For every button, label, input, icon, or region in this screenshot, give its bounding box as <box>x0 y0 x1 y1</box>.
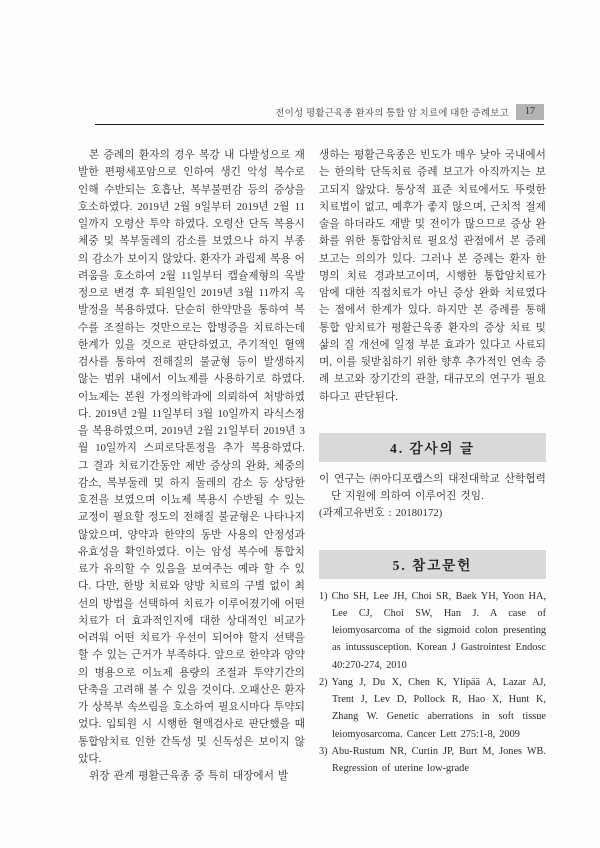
reference-marker: 3) <box>319 745 328 757</box>
reference-item <box>319 674 546 743</box>
two-column-body <box>78 147 546 785</box>
section-heading-references: 5. 참고문헌 <box>319 550 546 579</box>
section-heading-acknowledgment: 4. 감사의 글 <box>319 433 546 462</box>
acknowledgment-text: 이 연구는 ㈜아디포랩스의 대전대학교 산학협력단 지원에 의하여 이루어진 것임. <box>319 473 546 502</box>
page-number-badge: 17 <box>516 104 544 120</box>
page-header <box>95 104 544 125</box>
left-column <box>78 147 305 785</box>
body-paragraph-discussion: 본 증례의 환자의 경우 복강 내 다발성으로 재발한 편평세포암으로 인하여 생긴 악성 복수로 인해 수반되는 호흡난, 복부불편감 등의 증상을 호소하였다. 2019년 2월 9일부터 2019년 2월 11일까지 오령산 투약 하였다. 오령산 단독 복용시 체중 및 복부둘레의 감소를 보였으나 하지 부종의 감소가 보이지 않았다. 환자가 과립제 복용 어려움을 호소하여 2월 11일부터 캡슐제형의 옥발정으로 변경 후 퇴원일인 2019년 3월 11까지 옥발정을 복용하였다. 단순히 한약만을 통하여 복수를 조절하는 것만으로는 합병증을 치료하는데 한계가 있을 것으로 판단하였고, 주기적인 혈액검사를 통하여 전해질의 불균형 등이 발생하지 않는 범위 내에서 이뇨제를 사용하기로 하였다. 이뇨제는 본원 가정의학과에 의뢰하여 처방하였다. 2019년 2월 11일부터 3월 10일까지 라식스정을 복용하였으며, 2019년 2월 21일부터 2019년 3월 10일까지 스피로닥톤정을 추가 복용하였다. 그 결과 치료기간동안 제반 증상의 완화, 체중의 감소, 복부둘레 및 하지 둘레의 감소 등 상당한 호전을 보였으며 이뇨제 복용시 수반될 수 있는 교정이 필요할 정도의 전해질 불균형은 나타나지 않았으며, 양약과 한약의 동반 사용의 안정성과 유효성을 확인하였다. 이는 암성 복수에 통합치료가 유의할 수 있음을 보여주는 예라 할 수 있다. 다만, 한방 치료와 양방 치료의 구별 없이 최선의 방법을 선택하여 치료가 이루어졌기에 어떤 치료가 더 효과적인지에 대한 상대적인 비교가 어려워 어떤 치료가 우선이 되어야 할지 선택을 할 수 있는 근거가 부족하다. 앞으로 한약과 양약의 병용으로 이뇨제 용량의 조절과 투약기간의 단축을 고려해 볼 수 있을 것이다. 오패산은 환자가 상복부 속쓰림을 호소하여 필요시마다 투약되었다. 입퇴원 시 시행한 혈액검사로 판단했을 때 통합암치료 인한 간독성 및 신독성은 보이지 않았다. <box>78 150 305 765</box>
reference-text: Yang J, Du X, Chen K, Ylipää A, Lazar AJ, Trent J, Lev D, Pollock R, Hao X, Hunt K, Zhang W. Genetic aberrations in soft tissue leiomyosarcoma. Cancer Lett 275:1-8, 2009 <box>331 676 546 740</box>
right-column <box>319 147 546 785</box>
reference-marker: 1) <box>319 590 328 602</box>
reference-list <box>319 588 546 778</box>
body-paragraph-start: 위장 관계 평활근육종 중 특히 대장에서 발 <box>89 771 289 782</box>
body-paragraph-continuation: 생하는 평활근육종은 빈도가 매우 낮아 국내에서는 한의학 단독치료 증례 보고가 아직까지는 보고되지 않았다. 통상적 표준 치료에서도 뚜렷한 치료법이 없고, 예후가 좋지 않으며, 근치적 절제술을 하더라도 재발 및 전이가 많으므로 증상 완화를 위한 통합암치료 필요성 관점에서 본 증례보고는 의의가 있다. 그러나 본 증례는 환자 한 명의 치료 경과보고이며, 시행한 통합암치료가 암에 대한 직접치료가 아닌 증상 완화 치료였다는 점에서 한계가 있다. 하지만 본 증례를 통해 통합 암치료가 평활근육종 환자의 증상 치료 및 삶의 질 개선에 일정 부분 효과가 있다고 사료되며, 이를 뒷받침하기 위한 향후 추가적인 연속 증례 보고와 장기간의 관찰, 대규모의 연구가 필요하다고 판단된다. <box>319 150 546 403</box>
acknowledgment-project-number: (과제고유번호 : 20180172) <box>319 508 443 520</box>
reference-item <box>319 743 546 778</box>
reference-item <box>319 588 546 674</box>
reference-marker: 2) <box>319 676 328 688</box>
header-row <box>95 104 544 120</box>
reference-text: Abu-Rustum NR, Curtin JP, Burt M, Jones WB. Regression of uterine low-grade <box>331 745 546 774</box>
running-title: 전이성 평활근육종 환자의 통합 암 치료에 대한 증례보고 <box>275 109 509 119</box>
reference-text: Cho SH, Lee JH, Choi SR, Baek YH, Yoon HA, Lee CJ, Choi SW, Han J. A case of leiomyosarcoma of the sigmoid colon presenting as intussusception. Korean J Gastrointest Endosc 40:270-274, 2010 <box>331 590 546 671</box>
header-rule <box>95 124 544 125</box>
